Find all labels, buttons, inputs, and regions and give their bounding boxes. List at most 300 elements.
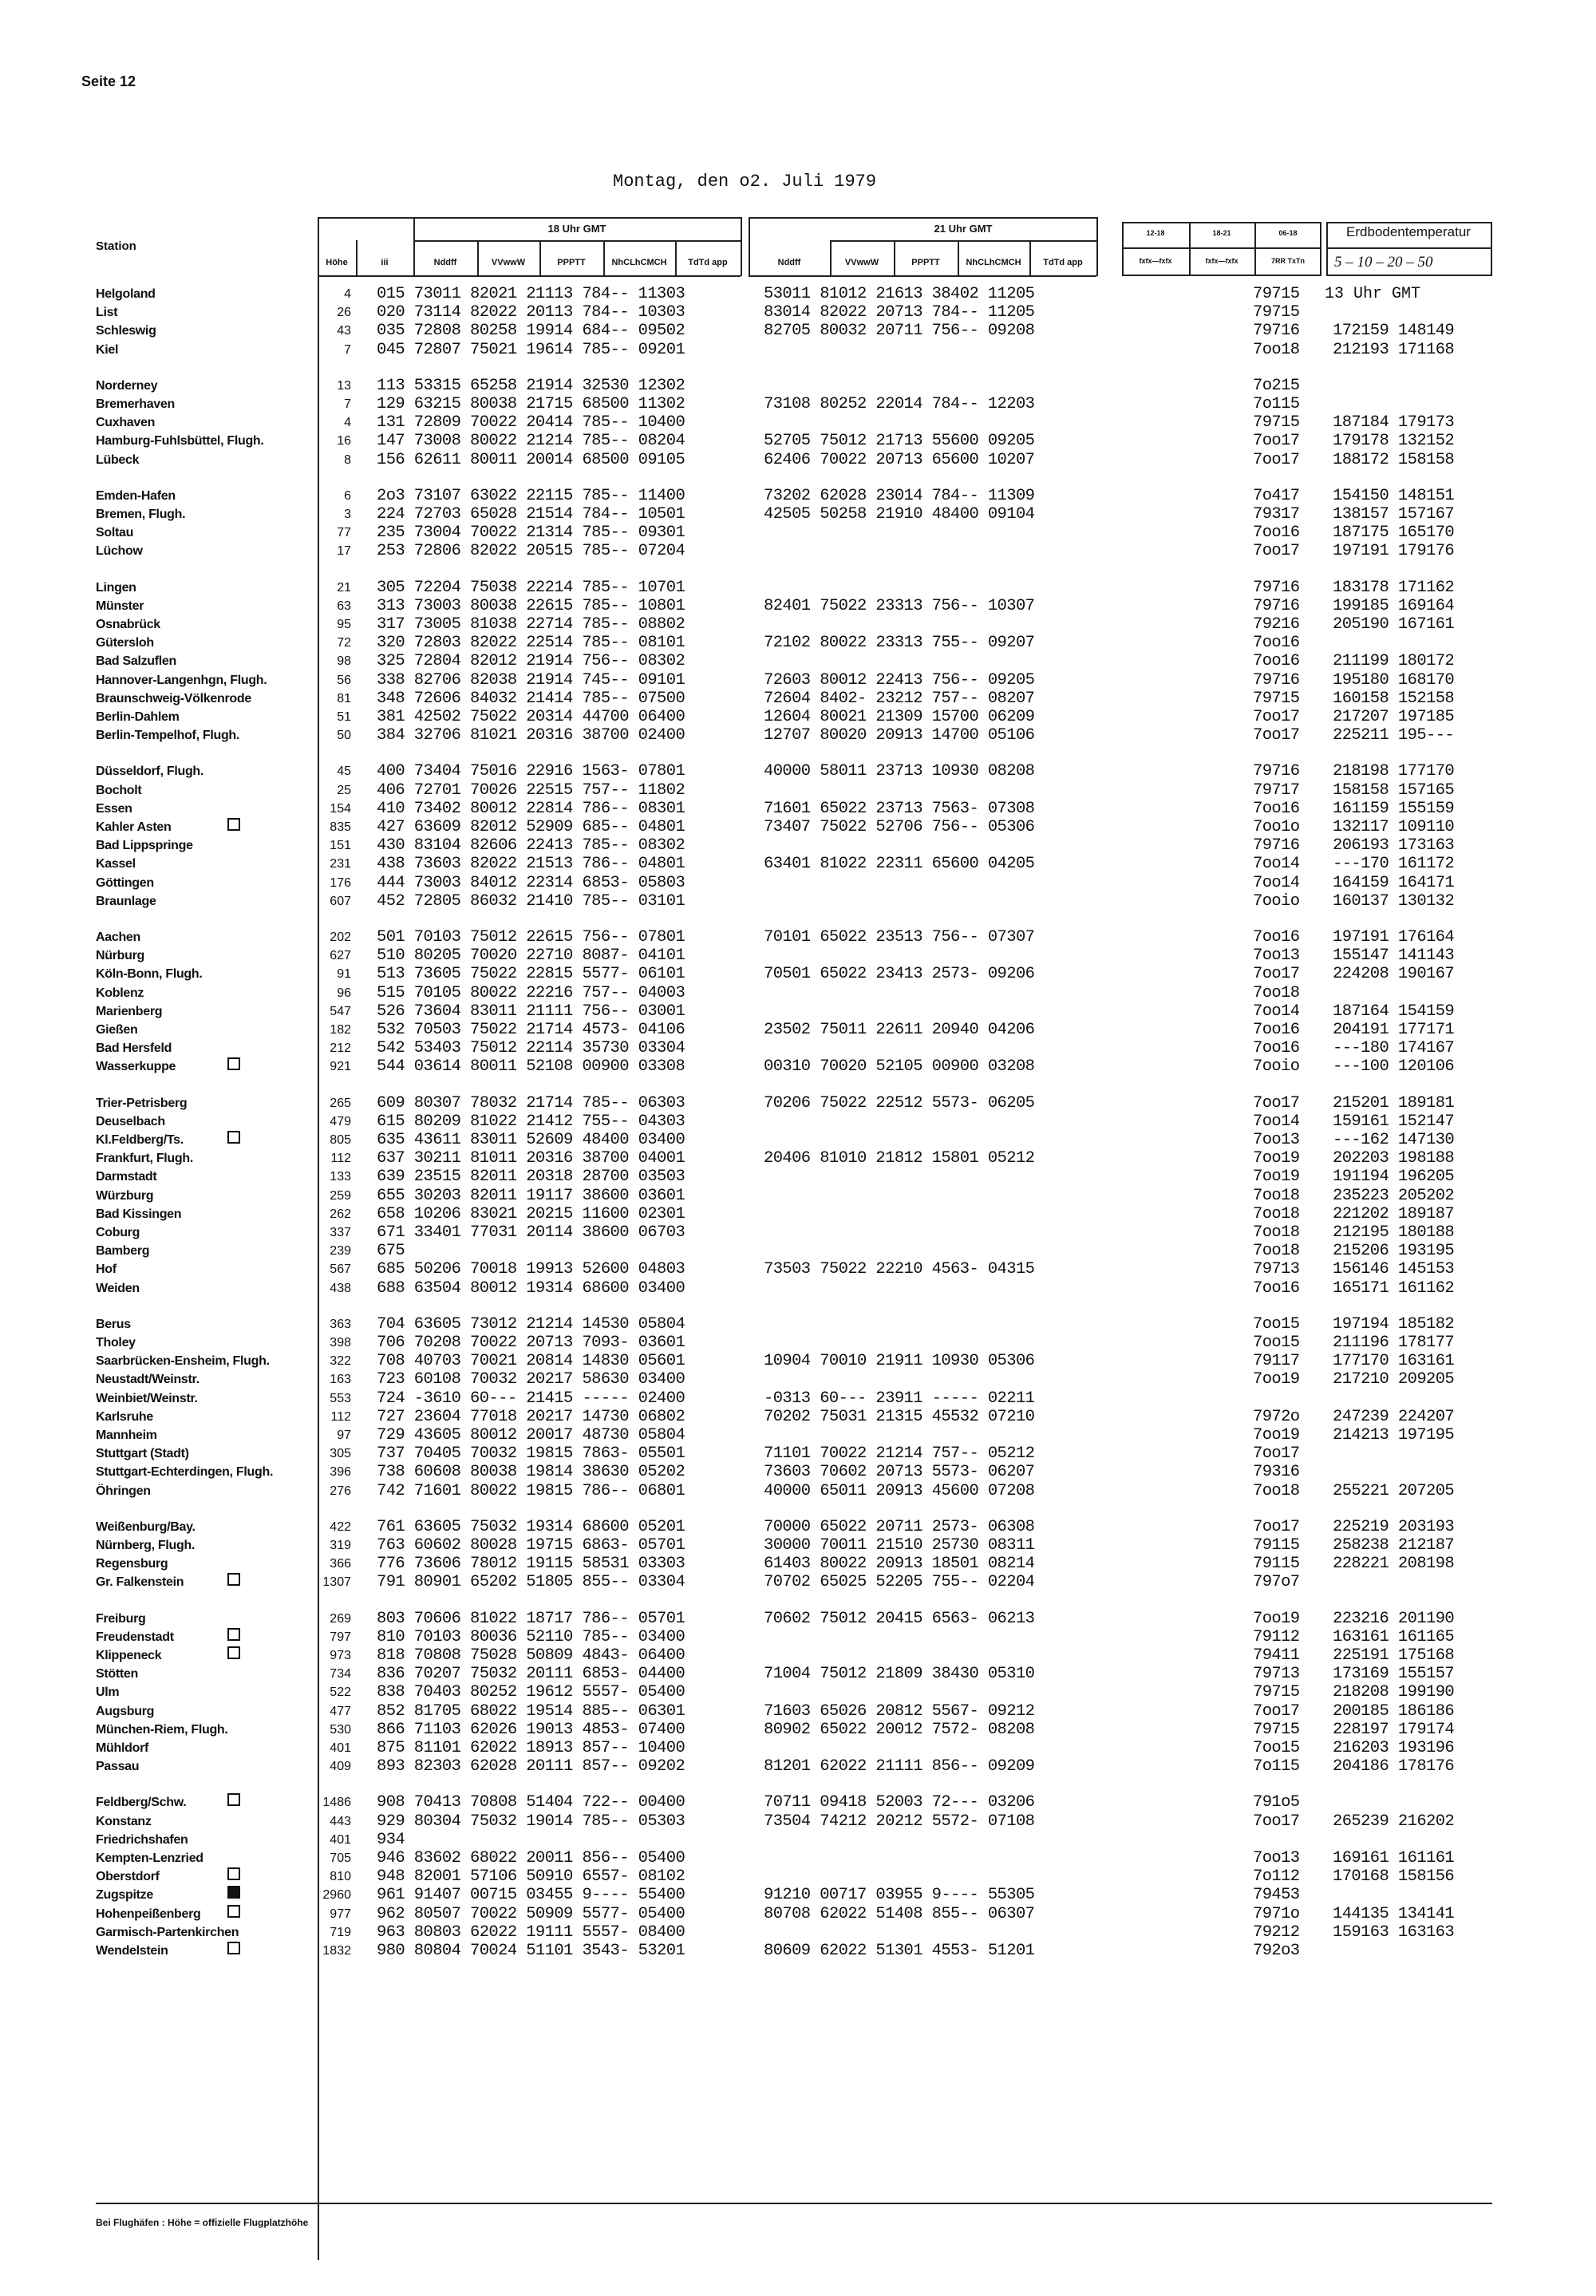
station-height: 7	[344, 397, 351, 411]
station-name: Hohenpeißenberg	[96, 1907, 201, 1921]
table-row	[0, 1149, 1596, 1168]
table-row	[0, 1279, 1596, 1298]
header-21-col: VVwwW	[844, 258, 879, 267]
soil-temperature: 158158 157165	[1333, 781, 1455, 800]
soil-temperature: 179178 132152	[1333, 432, 1455, 450]
soil-temperature: 188172 158158	[1333, 451, 1455, 469]
report-date: Montag, den o2. Juli 1979	[613, 172, 877, 192]
table-row	[0, 1536, 1596, 1555]
table-row	[0, 1923, 1596, 1942]
obs-21-gmt: -0313 60--- 23911 ----- 02211	[764, 1389, 1035, 1408]
table-row	[0, 965, 1596, 983]
period-code: 7o115	[1253, 395, 1300, 413]
period-code: 79713	[1253, 1260, 1300, 1278]
station-name: Göttingen	[96, 876, 154, 890]
station-height: 259	[330, 1189, 351, 1203]
table-row	[0, 928, 1596, 946]
station-height: 363	[330, 1318, 351, 1331]
obs-18-gmt: 948 82001 57106 50910 6557- 08102	[377, 1867, 685, 1886]
period-code: 7oo14	[1253, 1112, 1300, 1131]
station-height: 269	[330, 1612, 351, 1626]
period-code: 79212	[1253, 1923, 1300, 1942]
header-hoehe: Höhe	[326, 258, 348, 267]
obs-18-gmt: 893 82303 62028 20111 857-- 09202	[377, 1757, 685, 1776]
obs-18-gmt: 658 10206 83021 20215 11600 02301	[377, 1205, 685, 1223]
period-code: 7oo17	[1253, 1094, 1300, 1112]
obs-18-gmt: 708 40703 70021 20814 14830 05601	[377, 1352, 685, 1370]
obs-18-gmt: 763 60602 80028 19715 6863- 05701	[377, 1536, 685, 1555]
period-code: 79411	[1253, 1646, 1300, 1665]
period-code: 7oo18	[1253, 1223, 1300, 1242]
obs-18-gmt: 501 70103 75012 22615 756-- 07801	[377, 928, 685, 946]
header-18-gmt: 18 Uhr GMT	[547, 223, 606, 235]
soil-temperature: 215201 189181	[1333, 1094, 1455, 1112]
period-code: 79216	[1253, 615, 1300, 634]
note-13-gmt: 13 Uhr GMT	[1325, 285, 1421, 303]
period-code: 7oo18	[1253, 1205, 1300, 1223]
station-name: Lübeck	[96, 453, 140, 467]
station-name: Gütersloh	[96, 636, 154, 650]
obs-18-gmt: 113 53315 65258 21914 32530 12302	[377, 377, 685, 395]
period-code: 7oo19	[1253, 1149, 1300, 1168]
period-code: 7oo17	[1253, 432, 1300, 450]
header-18-col: NhCLhCMCH	[611, 258, 667, 267]
table-row	[0, 487, 1596, 505]
station-height: 921	[330, 1060, 351, 1073]
obs-18-gmt: 532 70503 75022 21714 4573- 04106	[377, 1021, 685, 1039]
period-code: 79716	[1253, 836, 1300, 855]
station-name: Feldberg/Schw.	[96, 1796, 187, 1809]
soil-temperature: 228221 208198	[1333, 1555, 1455, 1573]
table-row	[0, 505, 1596, 524]
table-row	[0, 781, 1596, 800]
table-row	[0, 1812, 1596, 1831]
obs-18-gmt: 791 80901 65202 51805 855-- 03304	[377, 1573, 685, 1591]
station-name: Deuselbach	[96, 1115, 165, 1128]
table-row	[0, 1482, 1596, 1500]
obs-21-gmt: 72604 8402- 23212 757-- 08207	[764, 690, 1035, 708]
station-height: 72	[337, 636, 351, 650]
obs-21-gmt: 72603 80012 22413 756-- 09205	[764, 671, 1035, 690]
obs-18-gmt: 637 30211 81011 20316 38700 04001	[377, 1149, 685, 1168]
period-code: 7oo15	[1253, 1315, 1300, 1334]
header-21-col: PPPTT	[911, 258, 940, 267]
soil-temperature: 164159 164171	[1333, 874, 1455, 892]
station-height: 17	[337, 544, 351, 558]
period-code: 792o3	[1253, 1942, 1300, 1960]
header-code: 7RR TxTn	[1270, 257, 1305, 265]
table-row	[0, 1463, 1596, 1481]
obs-18-gmt: 852 81705 68022 19514 885-- 06301	[377, 1702, 685, 1721]
obs-21-gmt: 10904 70010 21911 10930 05306	[764, 1352, 1035, 1370]
period-code: 79716	[1253, 762, 1300, 780]
soil-temperature: 212195 180188	[1333, 1223, 1455, 1242]
soil-temperature: 144135 134141	[1333, 1905, 1455, 1923]
station-name: Frankfurt, Flugh.	[96, 1152, 194, 1165]
soil-temperature: 211199 180172	[1333, 652, 1455, 670]
header-18-col: Nddff	[433, 258, 457, 267]
period-code: 7oo19	[1253, 1370, 1300, 1389]
station-height: 81	[337, 692, 351, 705]
station-height: 96	[337, 986, 351, 1000]
station-height: 835	[330, 820, 351, 834]
page-number: Seite 12	[81, 73, 136, 89]
obs-21-gmt: 73407 75022 52706 756-- 05306	[764, 818, 1035, 836]
table-row	[0, 1573, 1596, 1591]
soil-temperature: 183178 171162	[1333, 579, 1455, 597]
station-height: 305	[330, 1447, 351, 1460]
table-row	[0, 1886, 1596, 1904]
obs-18-gmt: 235 73004 70022 21314 785-- 09301	[377, 524, 685, 542]
period-code: 79717	[1253, 781, 1300, 800]
station-name: Saarbrücken-Ensheim, Flugh.	[96, 1354, 270, 1368]
station-height: 567	[330, 1263, 351, 1276]
obs-21-gmt: 53011 81012 21613 38402 11205	[764, 285, 1035, 303]
station-name: Osnabrück	[96, 618, 160, 631]
period-code: 7oo14	[1253, 1002, 1300, 1021]
soil-temperature: 161159 155159	[1333, 800, 1455, 818]
soil-temperature: 225191 175168	[1333, 1646, 1455, 1665]
station-height: 705	[330, 1851, 351, 1865]
table-row	[0, 1370, 1596, 1389]
soil-temperature: 247239 224207	[1333, 1408, 1455, 1426]
obs-18-gmt: 838 70403 80252 19612 5557- 05400	[377, 1683, 685, 1701]
obs-21-gmt: 70101 65022 23513 756-- 07307	[764, 928, 1035, 946]
station-height: 337	[330, 1226, 351, 1239]
station-height: 438	[330, 1282, 351, 1295]
station-name: Bad Hersfeld	[96, 1041, 172, 1055]
square-icon	[227, 1057, 240, 1070]
soil-temperature: 211196 178177	[1333, 1334, 1455, 1352]
soil-temperature: 218208 199190	[1333, 1683, 1455, 1701]
station-height: 151	[330, 839, 351, 852]
period-code: 7oo17	[1253, 1518, 1300, 1536]
obs-18-gmt: 776 73606 78012 19115 58531 03303	[377, 1555, 685, 1573]
period-code: 791o5	[1253, 1793, 1300, 1812]
period-code: 79115	[1253, 1555, 1300, 1573]
soil-temperature: 155147 141143	[1333, 946, 1455, 965]
period-code: 79715	[1253, 1721, 1300, 1739]
table-row	[0, 1444, 1596, 1463]
table-row	[0, 341, 1596, 359]
station-height: 262	[330, 1207, 351, 1221]
table-row	[0, 1205, 1596, 1223]
period-code: 7oo1o	[1253, 818, 1300, 836]
square-icon	[227, 1942, 240, 1954]
obs-18-gmt: 615 80209 81022 21412 755-- 04303	[377, 1112, 685, 1131]
period-code: 7oo13	[1253, 1131, 1300, 1149]
table-row	[0, 1739, 1596, 1757]
period-code: 7oo18	[1253, 984, 1300, 1002]
obs-21-gmt: 23502 75011 22611 20940 04206	[764, 1021, 1035, 1039]
obs-18-gmt: 818 70808 75028 50809 4843- 06400	[377, 1646, 685, 1665]
table-row	[0, 1518, 1596, 1536]
table-row	[0, 432, 1596, 450]
soil-temperature: 132117 109110	[1333, 818, 1455, 836]
station-name: Stötten	[96, 1667, 139, 1681]
table-row	[0, 451, 1596, 469]
station-name: Bremerhaven	[96, 397, 175, 411]
table-row	[0, 1334, 1596, 1352]
period-code: 797o7	[1253, 1573, 1300, 1591]
station-name: Bad Lippspringe	[96, 839, 193, 852]
station-name: Stuttgart (Stadt)	[96, 1447, 189, 1460]
obs-21-gmt: 73603 70602 20713 5573- 06207	[764, 1463, 1035, 1481]
period-code: 7o417	[1253, 487, 1300, 505]
table-row	[0, 1646, 1596, 1665]
table-row	[0, 634, 1596, 652]
footer-rule	[96, 2203, 1492, 2204]
obs-18-gmt: 156 62611 80011 20014 68500 09105	[377, 451, 685, 469]
period-code: 7oo16	[1253, 1039, 1300, 1057]
period-code: 7oo17	[1253, 451, 1300, 469]
station-name: Düsseldorf, Flugh.	[96, 765, 204, 778]
period-code: 7oo16	[1253, 524, 1300, 542]
station-name: Gr. Falkenstein	[96, 1575, 184, 1589]
soil-temperature: 228197 179174	[1333, 1721, 1455, 1739]
obs-18-gmt: 706 70208 70022 20713 7093- 03601	[377, 1334, 685, 1352]
period-code: 79716	[1253, 322, 1300, 340]
table-row	[0, 1721, 1596, 1739]
station-height: 231	[330, 857, 351, 871]
soil-temperature: 187175 165170	[1333, 524, 1455, 542]
obs-18-gmt: 020 73114 82022 20113 784-- 10303	[377, 303, 685, 322]
soil-temperature: 160137 130132	[1333, 892, 1455, 911]
obs-21-gmt: 00310 70020 52105 00900 03208	[764, 1057, 1035, 1076]
period-code: 79715	[1253, 285, 1300, 303]
obs-18-gmt: 803 70606 81022 18717 786-- 05701	[377, 1610, 685, 1628]
obs-18-gmt: 224 72703 65028 21514 784-- 10501	[377, 505, 685, 524]
header-21-gmt: 21 Uhr GMT	[934, 223, 993, 235]
station-height: 3	[344, 508, 351, 521]
station-name: Neustadt/Weinstr.	[96, 1373, 200, 1386]
obs-18-gmt: 738 60608 80038 19814 38630 05202	[377, 1463, 685, 1481]
period-code: 7oo17	[1253, 965, 1300, 983]
soil-temperature: 204191 177171	[1333, 1021, 1455, 1039]
soil-temperature: 265239 216202	[1333, 1812, 1455, 1831]
obs-18-gmt: 544 03614 80011 52108 00900 03308	[377, 1057, 685, 1076]
header-18-col: PPPTT	[557, 258, 586, 267]
station-name: Kiel	[96, 343, 119, 357]
station-height: 133	[330, 1170, 351, 1184]
station-name: Köln-Bonn, Flugh.	[96, 967, 203, 981]
obs-18-gmt: 761 63605 75032 19314 68600 05201	[377, 1518, 685, 1536]
station-name: Regensburg	[96, 1557, 168, 1571]
soil-temperature: 165171 161162	[1333, 1279, 1455, 1298]
obs-18-gmt: 045 72807 75021 19614 785-- 09201	[377, 341, 685, 359]
obs-18-gmt: 338 82706 82038 21914 745-- 09101	[377, 671, 685, 690]
soil-temperature: 215206 193195	[1333, 1242, 1455, 1260]
header-iii: iii	[381, 258, 389, 267]
obs-18-gmt: 400 73404 75016 22916 1563- 07801	[377, 762, 685, 780]
station-name: Bamberg	[96, 1244, 150, 1258]
period-code: 7oo13	[1253, 946, 1300, 965]
period-code: 79716	[1253, 671, 1300, 690]
station-height: 2960	[322, 1888, 351, 1902]
table-row	[0, 1942, 1596, 1960]
period-code: 79115	[1253, 1536, 1300, 1555]
station-name: Braunschweig-Völkenrode	[96, 692, 251, 705]
obs-21-gmt: 42505 50258 21910 48400 09104	[764, 505, 1035, 524]
station-height: 8	[344, 453, 351, 467]
table-row	[0, 1628, 1596, 1646]
station-name: München-Riem, Flugh.	[96, 1723, 228, 1737]
station-height: 25	[337, 784, 351, 797]
station-name: Marienberg	[96, 1005, 163, 1018]
obs-18-gmt: 526 73604 83011 21111 756-- 03001	[377, 1002, 685, 1021]
table-row	[0, 1555, 1596, 1573]
station-height: 1307	[322, 1575, 351, 1589]
station-height: 13	[337, 379, 351, 393]
period-code: 7oo16	[1253, 652, 1300, 670]
period-code: 7oo17	[1253, 708, 1300, 726]
station-name: List	[96, 306, 118, 319]
station-name: Klippeneck	[96, 1649, 162, 1662]
period-code: 7oo13	[1253, 1849, 1300, 1867]
obs-18-gmt: 131 72809 70022 20414 785-- 10400	[377, 413, 685, 432]
soil-temperature: ---162 147130	[1333, 1131, 1455, 1149]
station-height: 530	[330, 1723, 351, 1737]
table-row	[0, 413, 1596, 432]
station-name: Konstanz	[96, 1815, 152, 1828]
table-row	[0, 1905, 1596, 1923]
table-row	[0, 1260, 1596, 1278]
header-period: 18-21	[1212, 229, 1231, 237]
period-code: 7oo19	[1253, 1168, 1300, 1186]
header-period: 12-18	[1146, 229, 1165, 237]
soil-temperature: 206193 173163	[1333, 836, 1455, 855]
table-row	[0, 524, 1596, 542]
station-height: 7	[344, 343, 351, 357]
soil-temperature: 217207 197185	[1333, 708, 1455, 726]
period-code: 7oo16	[1253, 1279, 1300, 1298]
station-name: Hamburg-Fuhlsbüttel, Flugh.	[96, 434, 264, 448]
square-icon	[227, 1131, 240, 1144]
obs-18-gmt: 542 53403 75012 22114 35730 03304	[377, 1039, 685, 1057]
obs-18-gmt: 325 72804 82012 21914 756-- 08302	[377, 652, 685, 670]
station-name: Bad Kissingen	[96, 1207, 182, 1221]
station-name: Braunlage	[96, 895, 156, 908]
period-code: 79716	[1253, 579, 1300, 597]
obs-21-gmt: 40000 65011 20913 45600 07208	[764, 1482, 1035, 1500]
station-height: 265	[330, 1097, 351, 1110]
obs-18-gmt: 609 80307 78032 21714 785-- 06303	[377, 1094, 685, 1112]
station-height: 401	[330, 1833, 351, 1847]
station-height: 176	[330, 876, 351, 890]
period-code: 7oo18	[1253, 1187, 1300, 1205]
obs-18-gmt: 908 70413 70808 51404 722-- 00400	[377, 1793, 685, 1812]
station-height: 91	[337, 967, 351, 981]
soil-temperature: 154150 148151	[1333, 487, 1455, 505]
table-row	[0, 303, 1596, 322]
period-code: 7oo14	[1253, 855, 1300, 873]
obs-21-gmt: 71101 70022 21214 757-- 05212	[764, 1444, 1035, 1463]
table-row	[0, 762, 1596, 780]
obs-18-gmt: 727 23604 77018 20217 14730 06802	[377, 1408, 685, 1426]
period-code: 7oo18	[1253, 1482, 1300, 1500]
period-code: 7o115	[1253, 1757, 1300, 1776]
station-height: 77	[337, 526, 351, 539]
table-row	[0, 984, 1596, 1002]
period-code: 7971o	[1253, 1905, 1300, 1923]
obs-18-gmt: 513 73605 75022 22815 5577- 06101	[377, 965, 685, 983]
period-code: 7o215	[1253, 377, 1300, 395]
station-height: 479	[330, 1115, 351, 1128]
table-row	[0, 1665, 1596, 1683]
station-height: 522	[330, 1685, 351, 1699]
obs-21-gmt: 30000 70011 21510 25730 08311	[764, 1536, 1035, 1555]
table-row	[0, 1793, 1596, 1812]
station-name: Passau	[96, 1760, 140, 1773]
soil-temperature: 225211 195---	[1333, 726, 1455, 745]
soil-temperature: 195180 168170	[1333, 671, 1455, 690]
period-code: 7oo16	[1253, 800, 1300, 818]
period-code: 7oo18	[1253, 1242, 1300, 1260]
table-row	[0, 1168, 1596, 1186]
station-height: 154	[330, 802, 351, 816]
soil-temperature: 235223 205202	[1333, 1187, 1455, 1205]
period-code: 79716	[1253, 597, 1300, 615]
obs-18-gmt: 427 63609 82012 52909 685-- 04801	[377, 818, 685, 836]
station-name: Augsburg	[96, 1705, 155, 1718]
soil-temperature: 172159 148149	[1333, 322, 1455, 340]
table-row	[0, 1610, 1596, 1628]
soil-temperature: 138157 157167	[1333, 505, 1455, 524]
obs-18-gmt: 406 72701 70026 22515 757-- 11802	[377, 781, 685, 800]
obs-18-gmt: 635 43611 83011 52609 48400 03400	[377, 1131, 685, 1149]
obs-21-gmt: 80609 62022 51301 4553- 51201	[764, 1942, 1035, 1960]
station-height: 366	[330, 1557, 351, 1571]
station-name: Darmstadt	[96, 1170, 157, 1184]
table-row	[0, 1057, 1596, 1076]
square-icon	[227, 1867, 240, 1880]
rule	[318, 275, 741, 277]
period-code: 7oo14	[1253, 874, 1300, 892]
station-height: 1486	[322, 1796, 351, 1809]
station-name: Kempten-Lenzried	[96, 1851, 203, 1865]
soil-temperature: 214213 197195	[1333, 1426, 1455, 1444]
header-code: fxfx—fxfx	[1139, 257, 1172, 265]
soil-temperature: 200185 186186	[1333, 1702, 1455, 1721]
table-row	[0, 285, 1596, 303]
table-row	[0, 1021, 1596, 1039]
soil-temperature: 159163 163163	[1333, 1923, 1455, 1942]
station-name: Freudenstadt	[96, 1630, 174, 1644]
obs-18-gmt: 836 70207 75032 20111 6853- 04400	[377, 1665, 685, 1683]
table-row	[0, 395, 1596, 413]
table-row	[0, 542, 1596, 560]
station-name: Cuxhaven	[96, 416, 156, 429]
obs-21-gmt: 83014 82022 20713 784-- 11205	[764, 303, 1035, 322]
station-height: 627	[330, 949, 351, 962]
station-height: 719	[330, 1926, 351, 1939]
soil-temperature: 173169 155157	[1333, 1665, 1455, 1683]
period-code: 79715	[1253, 303, 1300, 322]
station-name: Oberstdorf	[96, 1870, 160, 1883]
obs-21-gmt: 70206 75022 22512 5573- 06205	[764, 1094, 1035, 1112]
table-row	[0, 1702, 1596, 1721]
table-row	[0, 1315, 1596, 1334]
obs-18-gmt: 962 80507 70022 50909 5577- 05400	[377, 1905, 685, 1923]
obs-18-gmt: 510 80205 70020 22710 8087- 04101	[377, 946, 685, 965]
period-code: 7972o	[1253, 1408, 1300, 1426]
square-icon	[227, 1793, 240, 1806]
station-name: Gießen	[96, 1023, 138, 1037]
station-height: 97	[337, 1429, 351, 1442]
obs-21-gmt: 70202 75031 21315 45532 07210	[764, 1408, 1035, 1426]
period-code: 79715	[1253, 1683, 1300, 1701]
station-height: 398	[330, 1336, 351, 1350]
